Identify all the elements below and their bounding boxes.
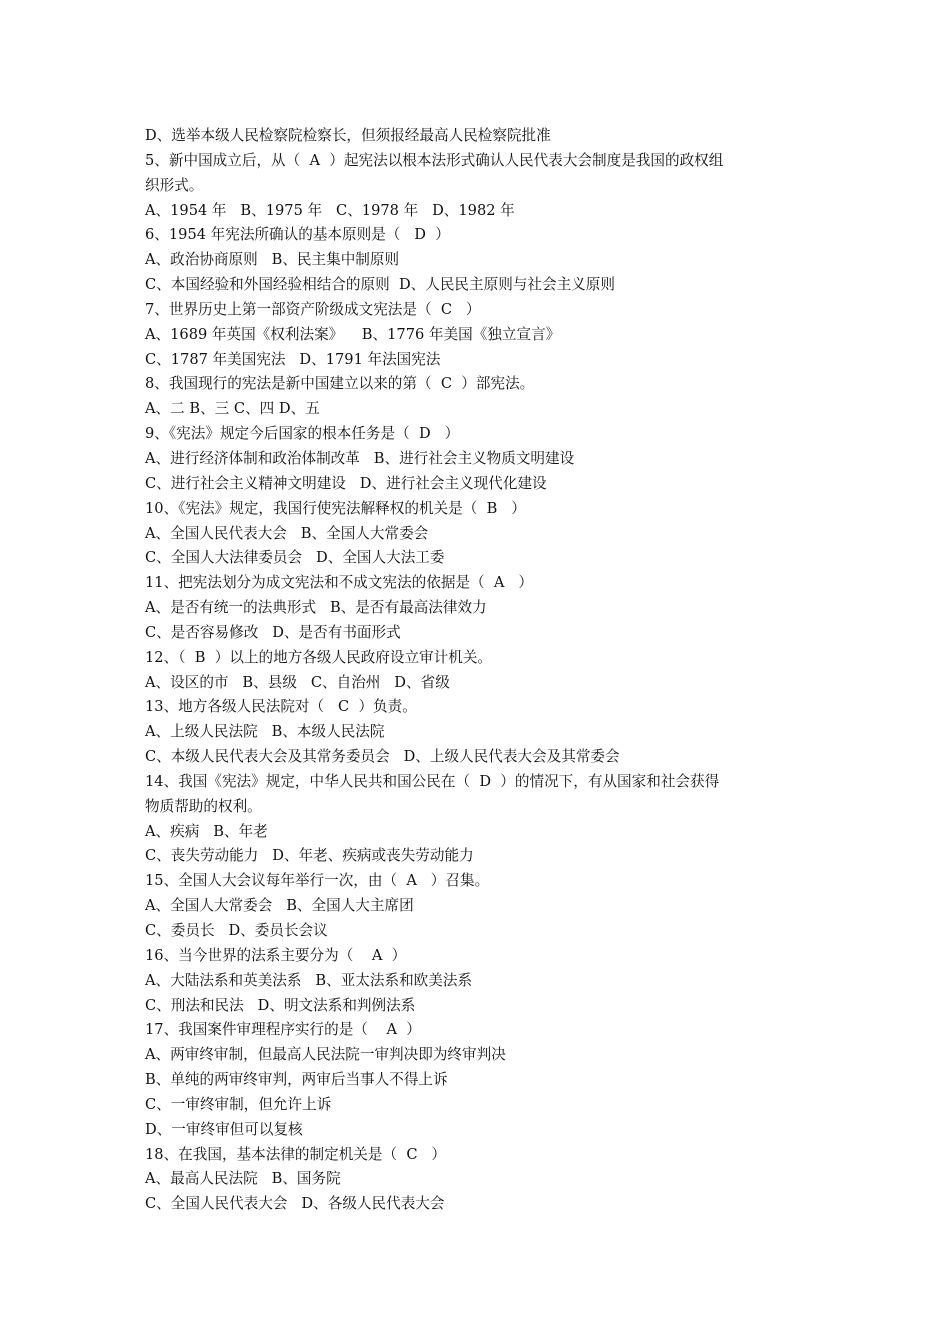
answer-options: A、1954 年 B、1975 年 C、1978 年 D、1982 年	[145, 201, 515, 219]
answer-options: C、丧失劳动能力 D、年老、疾病或丧失劳动能力	[145, 847, 474, 865]
question-text: 12、（ B ）以上的地方各级人民政府设立审计机关。	[145, 648, 493, 666]
answer-options: C、1787 年美国宪法 D、1791 年法国宪法	[145, 350, 441, 368]
answer-options: C、是否容易修改 D、是否有书面形式	[145, 623, 401, 641]
answer-options: C、全国人民代表大会 D、各级人民代表大会	[145, 1195, 445, 1213]
answer-options: C、刑法和民法 D、明文法系和判例法系	[145, 996, 416, 1014]
question-text: 14、我国《宪法》规定，中华人民共和国公民在（ D ）的情况下，有从国家和社会获得	[145, 772, 720, 790]
answer-options: A、全国人大常委会 B、全国人大主席团	[145, 897, 414, 915]
question-text: 9、《宪法》规定今后国家的根本任务是（ D ）	[145, 425, 460, 443]
answer-options: A、大陆法系和英美法系 B、亚太法系和欧美法系	[145, 971, 473, 989]
answer-option: B、单纯的两审终审判，两审后当事人不得上诉	[145, 1071, 448, 1089]
answer-options: A、上级人民法院 B、本级人民法院	[145, 723, 385, 741]
question-text: 10、《宪法》规定，我国行使宪法解释权的机关是（ B ）	[145, 499, 526, 517]
question-text: 5、新中国成立后，从（ A ）起宪法以根本法形式确认人民代表大会制度是我国的政权组	[145, 151, 724, 169]
answer-options: A、1689 年英国《权利法案》 B、1776 年美国《独立宣言》	[145, 325, 561, 343]
answer-options: A、二 B、三 C、四 D、五	[145, 400, 320, 418]
question-text: 17、我国案件审理程序实行的是（ A ）	[145, 1021, 421, 1039]
answer-option: D、一审终审但可以复核	[145, 1120, 303, 1138]
question-text: 13、地方各级人民法院对（ C ）负责。	[145, 698, 417, 716]
question-text: 6、1954 年宪法所确认的基本原则是（ D ）	[145, 226, 450, 244]
answer-options: A、最高人民法院 B、国务院	[145, 1170, 341, 1188]
question-text: 织形式。	[145, 176, 204, 194]
answer-options: A、全国人民代表大会 B、全国人大常委会	[145, 524, 429, 542]
answer-options: A、疾病 B、年老	[145, 822, 268, 840]
question-text: 11、把宪法划分为成文宪法和不成文宪法的依据是（ A ）	[145, 574, 533, 592]
answer-options: C、全国人大法律委员会 D、全国人大法工委	[145, 549, 445, 567]
answer-options: C、进行社会主义精神文明建设 D、进行社会主义现代化建设	[145, 474, 547, 492]
answer-options: C、本级人民代表大会及其常务委员会 D、上级人民代表大会及其常委会	[145, 748, 620, 766]
question-text: 18、在我国，基本法律的制定机关是（ C ）	[145, 1145, 447, 1163]
answer-option: C、一审终审制，但允许上诉	[145, 1095, 332, 1113]
document-page	[145, 124, 815, 1217]
answer-options: C、委员长 D、委员长会议	[145, 922, 328, 939]
answer-option: A、两审终审制，但最高人民法院一审判决即为终审判决	[145, 1046, 506, 1064]
answer-options: A、进行经济体制和政治体制改革 B、进行社会主义物质文明建设	[145, 449, 575, 467]
question-text: 7、世界历史上第一部资产阶级成文宪法是（ C ）	[145, 300, 481, 318]
question-text: 物质帮助的权利。	[145, 797, 262, 815]
answer-options: C、本国经验和外国经验相结合的原则 D、人民民主原则与社会主义原则	[145, 276, 615, 294]
question-text: 16、当今世界的法系主要分为（ A ）	[145, 946, 407, 964]
answer-options: A、是否有统一的法典形式 B、是否有最高法律效力	[145, 599, 487, 617]
question-text: 8、我国现行的宪法是新中国建立以来的第（ C ）部宪法。	[145, 375, 535, 393]
question-text: 15、全国人大会议每年举行一次，由（ A ）召集。	[145, 872, 490, 890]
text-line: D、选举本级人民检察院检察长，但须报经最高人民检察院批准	[145, 127, 551, 144]
answer-options: A、政治协商原则 B、民主集中制原则	[145, 251, 400, 269]
answer-options: A、设区的市 B、县级 C、自治州 D、省级	[145, 673, 450, 691]
